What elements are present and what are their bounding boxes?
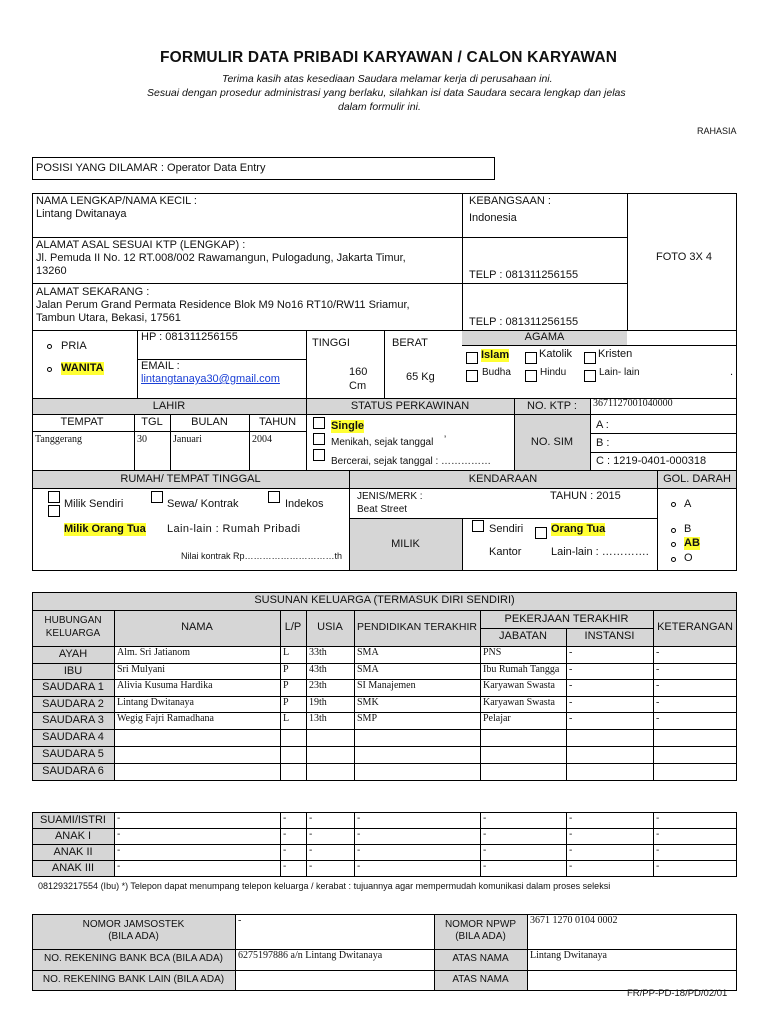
family-cell-note[interactable]: - — [656, 647, 660, 658]
sim-b[interactable]: B : — [596, 437, 610, 449]
family-cell-age[interactable]: 23th — [309, 680, 327, 691]
marital-married: Menikah, sejak tanggal — [331, 437, 434, 448]
spouse-cell[interactable]: - — [283, 813, 287, 824]
spouse-cell[interactable]: - — [656, 813, 660, 824]
family-h-job: PEKERJAAN TERAKHIR — [504, 613, 629, 625]
family-cell-rel: AYAH — [58, 648, 88, 660]
weight-value[interactable]: 65 Kg — [406, 371, 435, 383]
npwp-label-1: NOMOR NPWP — [444, 919, 517, 930]
family-cell-name[interactable]: Wegig Fajri Ramadhana — [117, 713, 214, 724]
family-cell-rel: SAUDARA 6 — [42, 765, 104, 777]
family-cell-lp[interactable]: L — [283, 647, 290, 658]
spouse-cell[interactable]: - — [283, 829, 287, 840]
vehicle-other: Lain-lain : …………. — [551, 546, 649, 558]
family-cell-rel: IBU — [63, 665, 83, 677]
spouse-cell[interactable]: - — [117, 813, 121, 824]
spouse-cell[interactable]: - — [483, 861, 487, 872]
spouse-cell[interactable]: - — [569, 845, 573, 856]
family-cell-age[interactable]: 33th — [309, 647, 327, 658]
position-field[interactable]: POSISI YANG DILAMAR : Operator Data Entry — [36, 162, 266, 174]
family-cell-rel: SAUDARA 1 — [42, 681, 104, 693]
npwp-label-2: (BILA ADA) — [455, 931, 506, 942]
radio-blood-b[interactable] — [671, 528, 676, 533]
birth-place-header: TEMPAT — [60, 416, 104, 428]
family-cell-lp[interactable]: L — [283, 713, 290, 724]
birth-year-header: TAHUN — [258, 416, 297, 428]
birth-header: LAHIR — [152, 400, 186, 412]
housing-rent: Sewa/ Kontrak — [167, 498, 239, 510]
radio-blood-ab[interactable] — [671, 542, 676, 547]
intro-line-2: Sesuai dengan prosedur administrasi yang berlaku, silahkan isi data Saudara secara lengkap dan jelas — [147, 87, 626, 99]
marital-divorced: Bercerai, sejak tanggal : …………… — [331, 456, 492, 467]
housing-contract[interactable]: Nilai kontrak Rp…………………………th — [181, 551, 343, 561]
family-h-age: USIA — [317, 621, 343, 633]
bca-value[interactable]: 6275197886 a/n Lintang Dwitanaya — [238, 950, 383, 961]
spouse-cell[interactable]: - — [656, 845, 660, 856]
blood-header: GOL. DARAH — [663, 473, 731, 485]
family-cell-pos[interactable]: Ibu Rumah Tangga — [483, 664, 560, 675]
spouse-cell[interactable]: - — [309, 861, 313, 872]
checkbox-katolik[interactable] — [525, 352, 537, 364]
radio-female[interactable] — [47, 367, 52, 372]
family-cell-pos[interactable]: Karyawan Swasta — [483, 680, 555, 691]
blood-b: B — [684, 523, 692, 535]
family-cell-inst[interactable]: - — [569, 647, 573, 658]
spouse-cell[interactable]: - — [483, 829, 487, 840]
name-value[interactable]: Lintang Dwitanaya — [36, 208, 127, 220]
spouse-cell[interactable]: - — [357, 861, 361, 872]
email-link[interactable]: lintangtanaya30@gmail.com — [141, 373, 280, 385]
housing-header: RUMAH/ TEMPAT TINGGAL — [120, 473, 261, 485]
spouse-cell[interactable]: - — [309, 813, 313, 824]
vehicle-header: KENDARAAN — [468, 473, 538, 485]
family-cell-inst[interactable]: - — [569, 713, 573, 724]
jamsostek-value[interactable]: - — [238, 915, 242, 926]
intro-line-1: Terima kasih atas kesediaan Saudara melamar kerja di perusahaan ini. — [222, 73, 553, 85]
family-cell-lp[interactable]: P — [283, 680, 289, 691]
family-cell-age[interactable]: 19th — [309, 697, 327, 708]
family-h-edu: PENDIDIKAN TERAKHIR — [357, 621, 477, 633]
blood-o: O — [684, 552, 693, 564]
family-h-rel2: KELUARGA — [45, 628, 101, 639]
form-code: FR/PP-PD-18/PD/02/01 — [627, 988, 728, 999]
religion-kristen: Kristen — [598, 348, 633, 360]
family-cell-name[interactable]: Alivia Kusuma Hardika — [117, 680, 213, 691]
family-cell-edu[interactable]: SMA — [357, 664, 379, 675]
spouse-cell[interactable]: - — [309, 829, 313, 840]
current-address-line1[interactable]: Jalan Perum Grand Permata Residence Blok M9 No16 RT10/RW11 Sriamur, — [36, 299, 410, 311]
checkbox-hindu[interactable] — [525, 370, 537, 382]
ktp-address-label: ALAMAT ASAL SESUAI KTP (LENGKAP) : — [36, 239, 246, 251]
height-label: TINGGI — [312, 337, 350, 349]
ktp-address-line1[interactable]: Jl. Pemuda II No. 12 RT.008/002 Rawamangun, Pulogadung, Jakarta Timur, — [36, 252, 406, 264]
religion-header: AGAMA — [524, 331, 565, 343]
name-label: NAMA LENGKAP/NAMA KECIL : — [36, 195, 197, 207]
gender-male-label: PRIA — [61, 340, 87, 352]
marital-header: STATUS PERKAWINAN — [350, 400, 470, 412]
ktp-label: NO. KTP : — [527, 400, 577, 412]
family-h-lp: L/P — [284, 621, 302, 633]
phone-footnote: 081293217554 (Ibu) *) Telepon dapat menumpang telepon keluarga / kerabat : tujuannya agar mempermudah komunikasi dalam proses seleksi — [38, 881, 611, 891]
checkbox-divorced[interactable] — [313, 449, 325, 461]
intro-line-3: dalam formulir ini. — [338, 101, 421, 113]
spouse-row-label: ANAK II — [53, 846, 93, 858]
npwp-value[interactable]: 3671 1270 0104 0002 — [530, 915, 618, 926]
checkbox-budha[interactable] — [466, 370, 478, 382]
family-cell-lp[interactable]: P — [283, 697, 289, 708]
other-bank-label: NO. REKENING BANK LAIN (BILA ADA) — [42, 974, 225, 985]
birth-year[interactable]: 2004 — [252, 434, 272, 445]
checkbox-own-house[interactable] — [48, 491, 60, 503]
religion-hindu: Hindu — [540, 367, 567, 378]
spouse-cell[interactable]: - — [117, 829, 121, 840]
family-cell-rel: SAUDARA 3 — [42, 714, 104, 726]
family-h-institution: INSTANSI — [584, 630, 635, 642]
checkbox-own-house-2[interactable] — [48, 505, 60, 517]
spouse-cell[interactable]: - — [483, 813, 487, 824]
checkbox-lain[interactable] — [584, 370, 596, 382]
family-cell-name[interactable]: Alm. Sri Jatianom — [117, 647, 191, 658]
birth-day[interactable]: 30 — [137, 434, 147, 445]
birth-day-header: TGL — [141, 416, 163, 428]
radio-male[interactable] — [47, 344, 52, 349]
phone-current[interactable]: TELP : 081311256155 — [469, 316, 579, 328]
checkbox-rent[interactable] — [151, 491, 163, 503]
religion-dot: . — [730, 366, 734, 378]
family-cell-note[interactable]: - — [656, 664, 660, 675]
nationality-value[interactable]: Indonesia — [469, 212, 517, 224]
spouse-cell[interactable]: - — [357, 829, 361, 840]
checkbox-single[interactable] — [313, 417, 325, 429]
jamsostek-label-2: (BILA ADA) — [108, 931, 159, 942]
family-cell-edu[interactable]: SMP — [357, 713, 378, 724]
hp-field[interactable]: HP : 081311256155 — [141, 331, 238, 343]
spouse-cell[interactable]: - — [656, 861, 660, 872]
family-cell-note[interactable]: - — [656, 680, 660, 691]
family-cell-name[interactable]: Lintang Dwitanaya — [117, 697, 194, 708]
religion-katolik: Katolik — [539, 348, 573, 360]
vehicle-office: Kantor — [489, 546, 522, 558]
jamsostek-label-1: NOMOR JAMSOSTEK — [82, 919, 185, 930]
spouse-cell[interactable]: - — [117, 861, 121, 872]
vehicle-owner-label: MILIK — [391, 538, 420, 550]
family-cell-rel: SAUDARA 5 — [42, 748, 104, 760]
family-cell-note[interactable]: - — [656, 697, 660, 708]
nationality-label: KEBANGSAAN : — [469, 195, 551, 207]
family-cell-edu[interactable]: SMK — [357, 697, 379, 708]
spouse-row-label: ANAK I — [54, 830, 92, 842]
current-address-line2[interactable]: Tambun Utara, Bekasi, 17561 — [36, 312, 181, 324]
sim-c[interactable]: C : 1219-0401-000318 — [596, 455, 707, 467]
sim-label: NO. SIM — [530, 436, 574, 448]
vehicle-type-label: JENIS/MERK : — [357, 491, 423, 502]
spouse-row-label: SUAMI/ISTRI — [39, 814, 106, 826]
birth-month[interactable]: Januari — [173, 434, 202, 445]
email-label: EMAIL : — [141, 360, 180, 372]
spouse-cell[interactable]: - — [569, 861, 573, 872]
family-cell-age[interactable]: 13th — [309, 713, 327, 724]
confidential-label: RAHASIA — [697, 126, 737, 136]
current-address-label: ALAMAT SEKARANG : — [36, 286, 150, 298]
family-cell-pos[interactable]: Karyawan Swasta — [483, 697, 555, 708]
family-cell-inst[interactable]: - — [569, 664, 573, 675]
family-h-position: JABATAN — [499, 630, 547, 642]
marital-single: Single — [331, 420, 365, 432]
birth-place[interactable]: Tanggerang — [35, 434, 83, 445]
form-title: FORMULIR DATA PRIBADI KARYAWAN / CALON KARYAWAN — [160, 49, 618, 66]
housing-kost: Indekos — [285, 498, 324, 510]
spouse-cell[interactable]: - — [483, 845, 487, 856]
family-h-name: NAMA — [181, 621, 213, 633]
spouse-cell[interactable]: - — [283, 861, 287, 872]
account-name-label: ATAS NAMA — [452, 953, 509, 964]
housing-other: Lain-lain : Rumah Pribadi — [167, 523, 301, 535]
gender-female-label: WANITA — [61, 362, 104, 374]
ktp-address-line2[interactable]: 13260 — [36, 265, 67, 277]
family-cell-pos[interactable]: Pelajar — [483, 713, 511, 724]
vehicle-year[interactable]: TAHUN : 2015 — [550, 490, 621, 502]
housing-parent: Milik Orang Tua — [64, 523, 146, 535]
family-cell-age[interactable]: 43th — [309, 664, 327, 675]
marital-married-mark: ʼ — [444, 435, 447, 446]
account-name-label-2: ATAS NAMA — [452, 974, 509, 985]
religion-lain: Lain- lain — [599, 367, 640, 378]
spouse-cell[interactable]: - — [117, 845, 121, 856]
weight-label: BERAT — [392, 337, 428, 349]
checkbox-married[interactable] — [313, 433, 325, 445]
vehicle-parent: Orang Tua — [551, 523, 606, 535]
family-cell-edu[interactable]: SI Manajemen — [357, 680, 416, 691]
photo-placeholder: FOTO 3X 4 — [656, 251, 713, 263]
checkbox-vehicle-parent[interactable] — [535, 527, 547, 539]
religion-islam: Islam — [481, 349, 510, 361]
radio-blood-a[interactable] — [671, 502, 676, 507]
blood-ab: AB — [684, 537, 700, 549]
checkbox-vehicle-own[interactable] — [472, 520, 484, 532]
spouse-cell[interactable]: - — [357, 813, 361, 824]
phone-ktp[interactable]: TELP : 081311256155 — [469, 269, 579, 281]
sim-a[interactable]: A : — [596, 419, 609, 431]
spouse-cell[interactable]: - — [357, 845, 361, 856]
bca-label: NO. REKENING BANK BCA (BILA ADA) — [44, 953, 223, 964]
housing-own: Milik Sendiri — [64, 498, 124, 510]
spouse-cell[interactable]: - — [283, 845, 287, 856]
birth-month-header: BULAN — [191, 416, 228, 428]
family-cell-inst[interactable]: - — [569, 697, 573, 708]
ktp-value[interactable]: 3671127001040000 — [593, 398, 673, 409]
family-cell-inst[interactable]: - — [569, 680, 573, 691]
family-cell-rel: SAUDARA 4 — [42, 731, 104, 743]
checkbox-islam[interactable] — [466, 352, 478, 364]
blood-a: A — [684, 498, 692, 510]
family-cell-pos[interactable]: PNS — [483, 647, 502, 658]
religion-budha: Budha — [482, 367, 511, 378]
family-cell-lp[interactable]: P — [283, 664, 289, 675]
spouse-cell[interactable]: - — [569, 813, 573, 824]
height-unit: Cm — [349, 380, 367, 392]
checkbox-kost[interactable] — [268, 491, 280, 503]
spouse-row-label: ANAK III — [51, 862, 95, 874]
account-name-value[interactable]: Lintang Dwitanaya — [530, 950, 607, 961]
family-cell-note[interactable]: - — [656, 713, 660, 724]
vehicle-own: Sendiri — [489, 523, 524, 535]
family-cell-name[interactable]: Sri Mulyani — [117, 664, 166, 675]
family-cell-rel: SAUDARA 2 — [42, 698, 104, 710]
height-value[interactable]: 160 — [349, 366, 368, 378]
checkbox-kristen[interactable] — [584, 352, 596, 364]
family-h-note: KETERANGAN — [657, 621, 733, 633]
spouse-cell[interactable]: - — [309, 845, 313, 856]
family-h-rel1: HUBUNGAN — [44, 615, 102, 626]
radio-blood-o[interactable] — [671, 557, 676, 562]
family-cell-edu[interactable]: SMA — [357, 647, 379, 658]
spouse-cell[interactable]: - — [569, 829, 573, 840]
spouse-cell[interactable]: - — [656, 829, 660, 840]
vehicle-type[interactable]: Beat Street — [357, 504, 408, 515]
family-title: SUSUNAN KELUARGA (TERMASUK DIRI SENDIRI) — [254, 594, 515, 606]
